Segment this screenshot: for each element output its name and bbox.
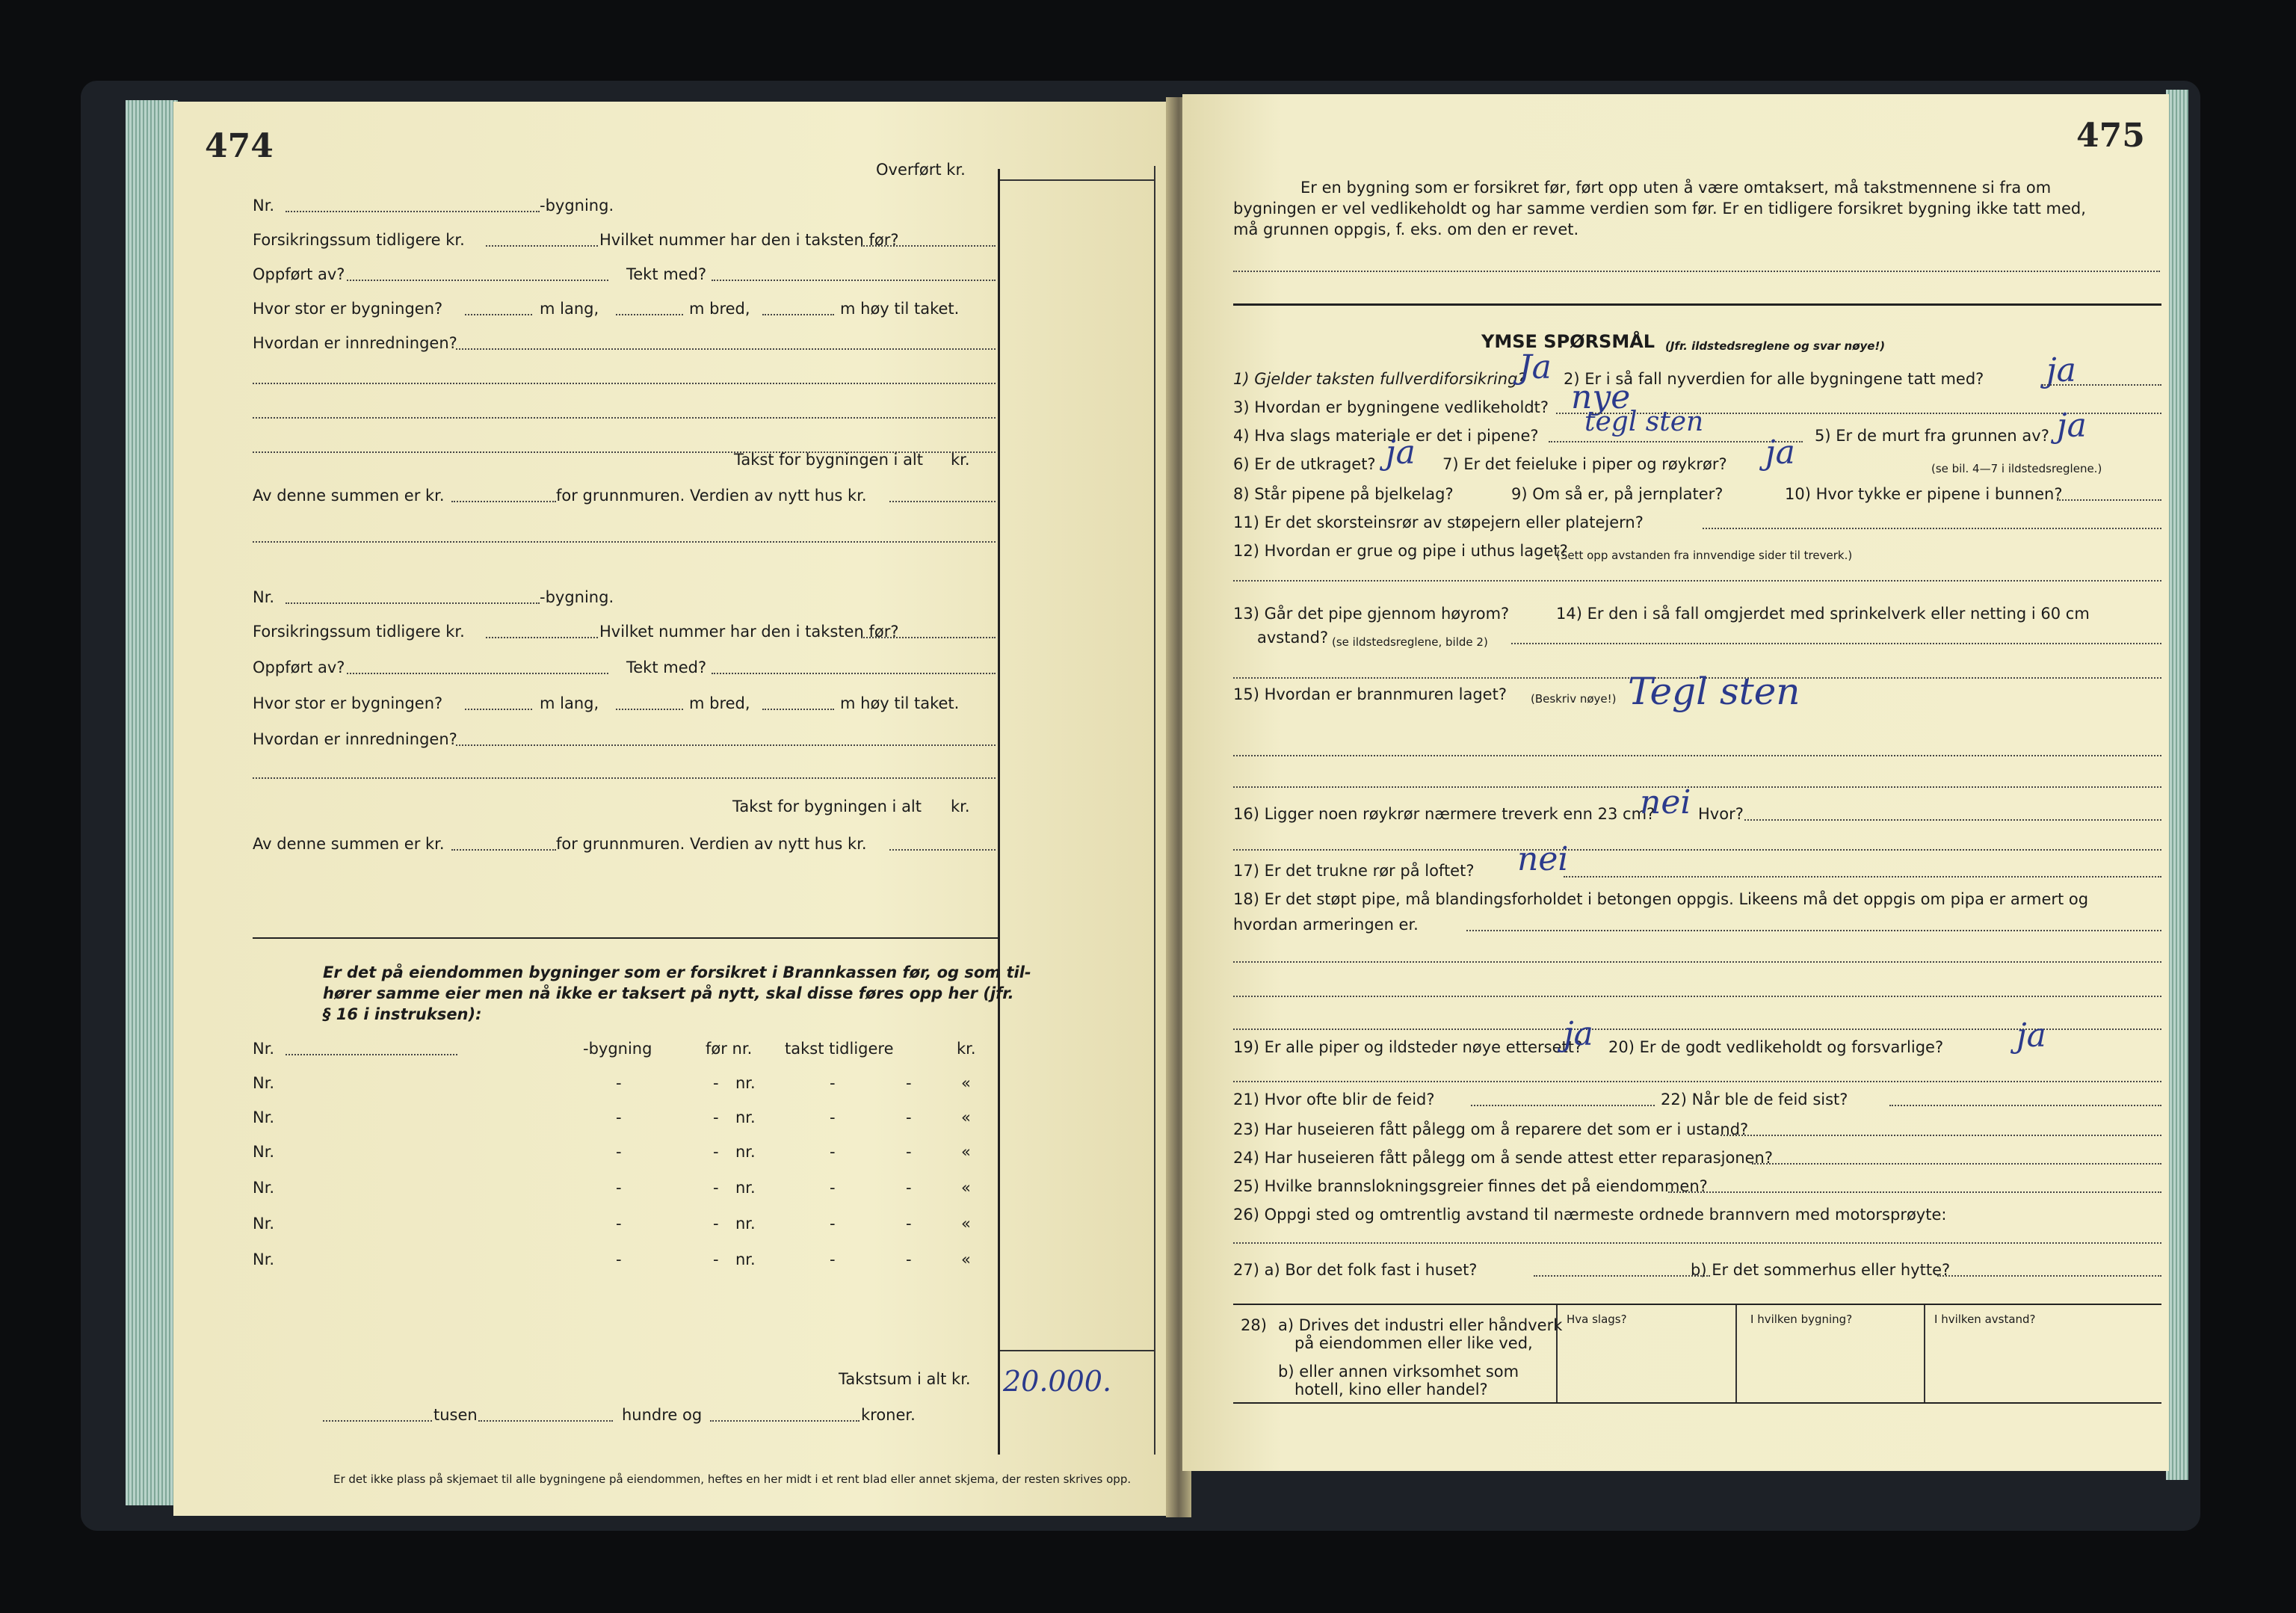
ymse-heading: YMSE SPØRSMÅL (1481, 331, 1655, 352)
answer-q17: nei (1517, 840, 1569, 878)
b2-av-denne: Av denne summen er kr. (253, 835, 445, 853)
b2-bred: m bred, (689, 694, 750, 712)
italic-note-1: Er det på eiendommen bygninger som er forsikret i Brannkassen før, og som til- (323, 963, 1031, 981)
answer-q1: Ja (1519, 348, 1552, 386)
q20: 20) Er de godt vedlikeholdt og forsvarlige? (1608, 1038, 1944, 1056)
q14: 14) Er den i så fall omgjerdet med sprinkelverk eller netting i 60 cm (1556, 605, 2090, 623)
answer-q5: ja (2057, 407, 2087, 445)
col-hvilken-avstand: I hvilken avstand? (1934, 1313, 2036, 1326)
b2-takst: Takst for bygningen i alt (732, 798, 922, 815)
q1: 1) Gjelder taksten fullverdiforsikring? (1233, 370, 1526, 388)
b1-av-denne: Av denne summen er kr. (253, 487, 445, 505)
page-edges-right (2166, 90, 2188, 1480)
q8: 8) Står pipene på bjelkelag? (1233, 485, 1454, 503)
q18: 18) Er det støpt pipe, må blandingsforholdet i betongen oppgis. Likeens må det oppgis om pipa er armert og (1233, 890, 2089, 908)
ymse-heading-note: (Jfr. ildstedsreglene og svar nøye!) (1665, 339, 1886, 353)
q14-note: (se ildstedsreglene, bilde 2) (1332, 635, 1488, 649)
answer-q2: ja (2046, 351, 2076, 389)
b1-hoy: m høy til taket. (840, 300, 960, 318)
answer-q3: nye (1571, 378, 1631, 416)
q12-note: (Sett opp avstanden fra innvendige sider til treverk.) (1556, 549, 1853, 562)
col-hva-slags: Hva slags? (1567, 1313, 1627, 1326)
section-divider (253, 937, 1000, 939)
b1-tekt: Tekt med? (626, 265, 707, 283)
b1-oppfort: Oppført av? (253, 265, 345, 283)
q5: 5) Er de murt fra grunnen av? (1815, 427, 2049, 445)
b2-oppfort: Oppført av? (253, 659, 345, 676)
q27b: b) Er det sommerhus eller hytte? (1691, 1261, 1951, 1279)
takstsum-label: Takstsum i alt kr. (839, 1370, 971, 1388)
b1-bred: m bred, (689, 300, 750, 318)
answer-q15: Tegl sten (1628, 670, 1800, 713)
answer-q6: ja (1386, 434, 1416, 472)
q15: 15) Hvordan er brannmuren laget? (1233, 685, 1507, 703)
answer-q19: ja (1564, 1015, 1593, 1053)
q3: 3) Hvordan er bygningene vedlikeholdt? (1233, 398, 1549, 416)
page-edges-left (126, 100, 178, 1505)
table-header-for-nr: før nr. (706, 1040, 753, 1058)
b1-lang: m lang, (540, 300, 599, 318)
q28b-line2: hotell, kino eller handel? (1294, 1381, 1488, 1398)
q28-number: 28) (1241, 1316, 1267, 1334)
b2-forsikring: Forsikringssum tidligere kr. (253, 623, 465, 641)
q7: 7) Er det feieluke i piper og røykrør? (1442, 455, 1727, 473)
answer-q20: ja (2016, 1017, 2046, 1055)
table-header-kr: kr. (957, 1040, 976, 1058)
b1-forsikring: Forsikringssum tidligere kr. (253, 231, 465, 249)
b2-hoy: m høy til taket. (840, 694, 960, 712)
left-page: 474 Overført kr. Nr. -bygning. Forsikringssum tidligere kr. Hvilket nummer har den i taksten før? Oppført av? Tekt med? Hvor stor er bygningen? m lang, m bred, m høy til taket. Hvordan er innredningen? Takst for bygningen i alt kr. Av denne summen er kr. for grunnmuren. Verdien av nytt hus kr. Nr. -bygning. Forsikringssum tidligere kr. Hvilket nummer har den i taksten før? Oppført av? Tekt med? Hvor stor er bygningen? m lang, m bred, m høy til taket. Hvordan er innredningen? Takst for bygningen i alt kr. Av denne summen er kr. for grunnmuren. Verdien av nytt hus kr. Er det på eiendommen bygninger som er forsikret i Brannkassen før, og som til- hører samme eier men nå ikke er taksert på nytt, skal disse føres opp her (jfr. § 16 i instruksen): Nr. -bygning før nr. takst tidligere kr. Nr. - - nr. - - « Nr. - - nr. - - « Nr. - - nr. - - « Nr. - - nr. - - « Nr. - - nr. - - « Nr. - - nr. - - « Takstsum i alt kr. 20.000. tusen hundre og kroner. Er det ikke plass på skjemaet til alle bygningene på eiendommen, heftes en her midt i et rent blad eller annet skjema, der resten skrives opp. (173, 102, 1172, 1516)
overfort-label: Overført kr. (876, 161, 966, 179)
q21: 21) Hvor ofte blir de feid? (1233, 1091, 1435, 1108)
answer-q4: tegl sten (1584, 407, 1704, 437)
q17: 17) Er det trukne rør på loftet? (1233, 862, 1475, 880)
b1-grunnmur: for grunnmuren. Verdien av nytt hus kr. (556, 487, 867, 505)
b1-hvor-stor: Hvor stor er bygningen? (253, 300, 443, 318)
q16: 16) Ligger noen røykrør nærmere treverk enn 23 cm? (1233, 805, 1655, 823)
hundre-label: hundre og (622, 1406, 703, 1424)
left-footnote: Er det ikke plass på skjemaet til alle bygningene på eiendommen, heftes en her midt i et rent blad eller annet skjema, der resten skrives opp. (333, 1472, 1132, 1486)
q2: 2) Er i så fall nyverdien for alle bygningene tatt med? (1564, 370, 1984, 388)
q10: 10) Hvor tykke er pipene i bunnen? (1785, 485, 2063, 503)
q6: 6) Er de utkraget? (1233, 455, 1376, 473)
page-number-right: 475 (2076, 117, 2145, 155)
q14b: avstand? (1257, 629, 1329, 647)
heading-rule (1233, 303, 2161, 306)
q28-table-bottom (1233, 1402, 2161, 1404)
intro-2: bygningen er vel vedlikeholdt og har samme verdien som før. Er en tidligere forsikret bygning ikke tatt med, (1233, 200, 2086, 218)
q19: 19) Er alle piper og ildsteder nøye ettersett? (1233, 1038, 1583, 1056)
b2-kr: kr. (951, 798, 970, 815)
b2-nr: Nr. (253, 588, 275, 606)
b1-kr: kr. (951, 451, 970, 469)
q28a-line2: på eiendommen eller like ved, (1294, 1334, 1533, 1352)
b2-grunnmur: for grunnmuren. Verdien av nytt hus kr. (556, 835, 867, 853)
b2-tekt: Tekt med? (626, 659, 707, 676)
q11: 11) Er det skorsteinsrør av støpejern eller platejern? (1233, 513, 1644, 531)
italic-note-2: hører samme eier men nå ikke er taksert på nytt, skal disse føres opp her (jfr. (323, 984, 1014, 1002)
b2-hvilket: Hvilket nummer har den i taksten før? (599, 623, 899, 641)
b1-innredning: Hvordan er innredningen? (253, 334, 457, 352)
intro-1: Er en bygning som er forsikret før, ført opp uten å være omtaksert, må takstmennene si fra om (1300, 179, 2052, 197)
amount-column-line (998, 169, 1000, 1455)
q16b: Hvor? (1698, 805, 1744, 823)
q23: 23) Har huseieren fått pålegg om å reparere det som er i ustand? (1233, 1120, 1749, 1138)
b2-bygning: -bygning. (540, 588, 614, 606)
takstsum-value: 20.000. (1003, 1365, 1112, 1398)
q24: 24) Har huseieren fått pålegg om å sende attest etter reparasjonen? (1233, 1149, 1774, 1167)
b1-bygning: -bygning. (540, 197, 614, 215)
q7-note: (se bil. 4—7 i ildstedsreglene.) (1931, 462, 2102, 475)
kroner-label: kroner. (861, 1406, 916, 1424)
table-header-bygning: -bygning (583, 1040, 652, 1058)
q25: 25) Hvilke brannslokningsgreier finnes det på eiendommen? (1233, 1177, 1708, 1195)
q13: 13) Går det pipe gjennom høyrom? (1233, 605, 1510, 623)
q4: 4) Hva slags materiale er det i pipene? (1233, 427, 1539, 445)
q28a-line1: a) Drives det industri eller håndverk (1278, 1316, 1563, 1334)
answer-q7: ja (1765, 434, 1795, 472)
q22: 22) Når ble de feid sist? (1661, 1091, 1848, 1108)
table-header-nr: Nr. (253, 1040, 275, 1058)
q9: 9) Om så er, på jernplater? (1511, 485, 1723, 503)
b2-innredning: Hvordan er innredningen? (253, 730, 457, 748)
q15-note: (Beskriv nøye!) (1531, 692, 1617, 706)
answer-q16: nei (1640, 783, 1691, 821)
page-number-left: 474 (205, 127, 274, 165)
b2-lang: m lang, (540, 694, 599, 712)
q12: 12) Hvordan er grue og pipe i uthus laget? (1233, 542, 1568, 560)
q28b-line1: b) eller annen virksomhet som (1278, 1363, 1519, 1381)
right-page (1182, 94, 2169, 1471)
b1-takst: Takst for bygningen i alt (734, 451, 924, 469)
q18b: hvordan armeringen er. (1233, 916, 1419, 934)
col-hvilken-bygning: I hvilken bygning? (1750, 1313, 1853, 1326)
b2-hvor-stor: Hvor stor er bygningen? (253, 694, 443, 712)
amount-column-right (1154, 166, 1155, 1455)
table-header-takst: takst tidligere (785, 1040, 894, 1058)
q28-table-top (1233, 1304, 2161, 1305)
intro-3: må grunnen oppgis, f. eks. om den er revet. (1233, 220, 1579, 238)
italic-note-3: § 16 i instruksen): (323, 1005, 482, 1023)
tusen-label: tusen (433, 1406, 478, 1424)
b1-hvilket: Hvilket nummer har den i taksten før? (599, 231, 899, 249)
b1-nr: Nr. (253, 197, 275, 215)
q27a: 27) a) Bor det folk fast i huset? (1233, 1261, 1478, 1279)
q26: 26) Oppgi sted og omtrentlig avstand til nærmeste ordnede brannvern med motorsprøyte: (1233, 1206, 1947, 1224)
